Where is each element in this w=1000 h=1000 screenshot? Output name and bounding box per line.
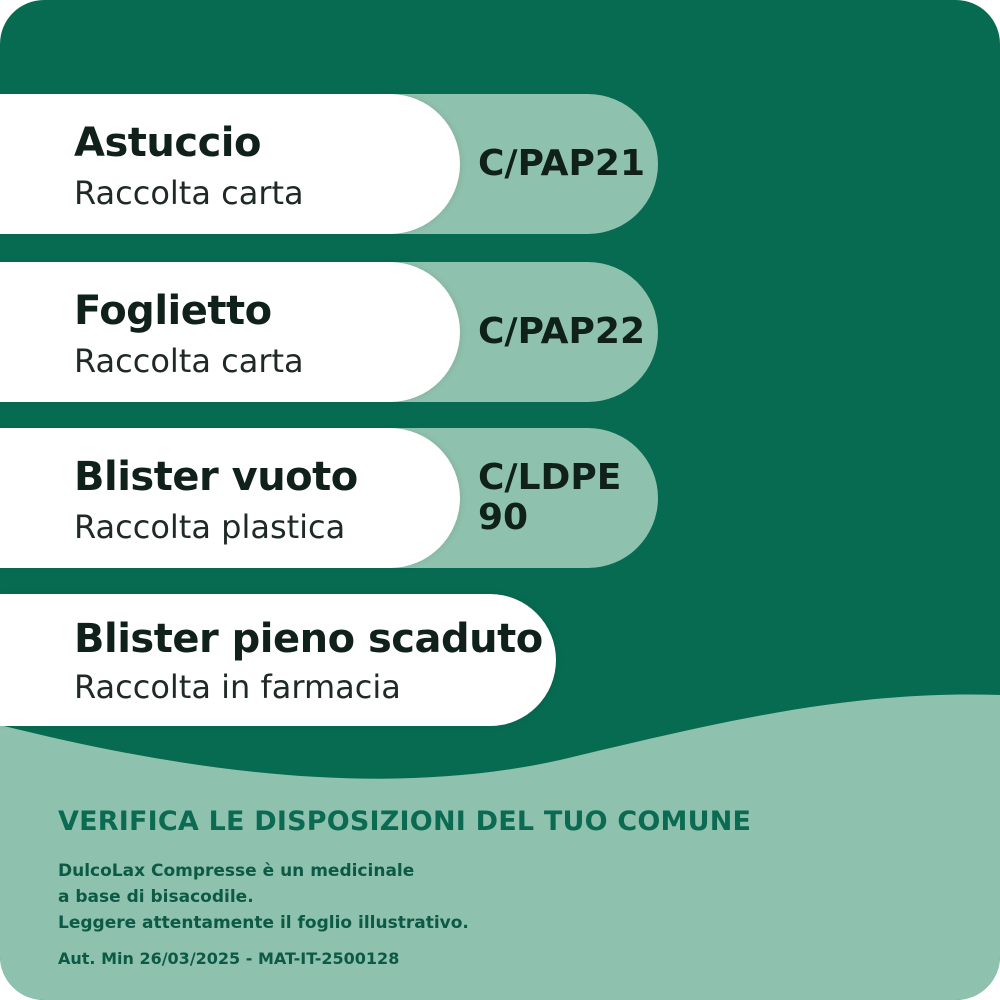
recycling-code: C/PAP21 — [478, 143, 645, 184]
info-line: DulcoLax Compresse è un medicinale — [58, 861, 415, 881]
item-title: Astuccio — [74, 120, 261, 166]
item-subtitle: Raccolta in farmacia — [74, 668, 401, 706]
label-pill — [0, 94, 460, 234]
verify-heading: VERIFICA LE DISPOSIZIONI DEL TUO COMUNE — [58, 806, 752, 837]
info-line: Leggere attentamente il foglio illustrativo. — [58, 913, 469, 933]
label-pill — [0, 262, 460, 402]
item-title: Blister vuoto — [74, 454, 358, 500]
authorization-text: Aut. Min 26/03/2025 - MAT-IT-2500128 — [58, 949, 400, 968]
item-subtitle: Raccolta plastica — [74, 508, 346, 546]
item-title: Foglietto — [74, 288, 272, 334]
product-info — [58, 858, 469, 936]
recycling-code: C/LDPE 90 — [478, 457, 622, 538]
item-subtitle: Raccolta carta — [74, 174, 304, 212]
disposal-row-blister-pieno — [0, 594, 560, 734]
label-pill — [0, 594, 556, 726]
disposal-row-foglietto — [0, 262, 660, 402]
item-title: Blister pieno scaduto — [74, 616, 543, 662]
recycling-code: C/PAP22 — [478, 311, 645, 352]
info-line: a base di bisacodile. — [58, 887, 254, 907]
label-pill — [0, 428, 460, 568]
item-subtitle: Raccolta carta — [74, 342, 304, 380]
disposal-row-astuccio — [0, 94, 660, 234]
disposal-row-blister-vuoto — [0, 428, 660, 568]
